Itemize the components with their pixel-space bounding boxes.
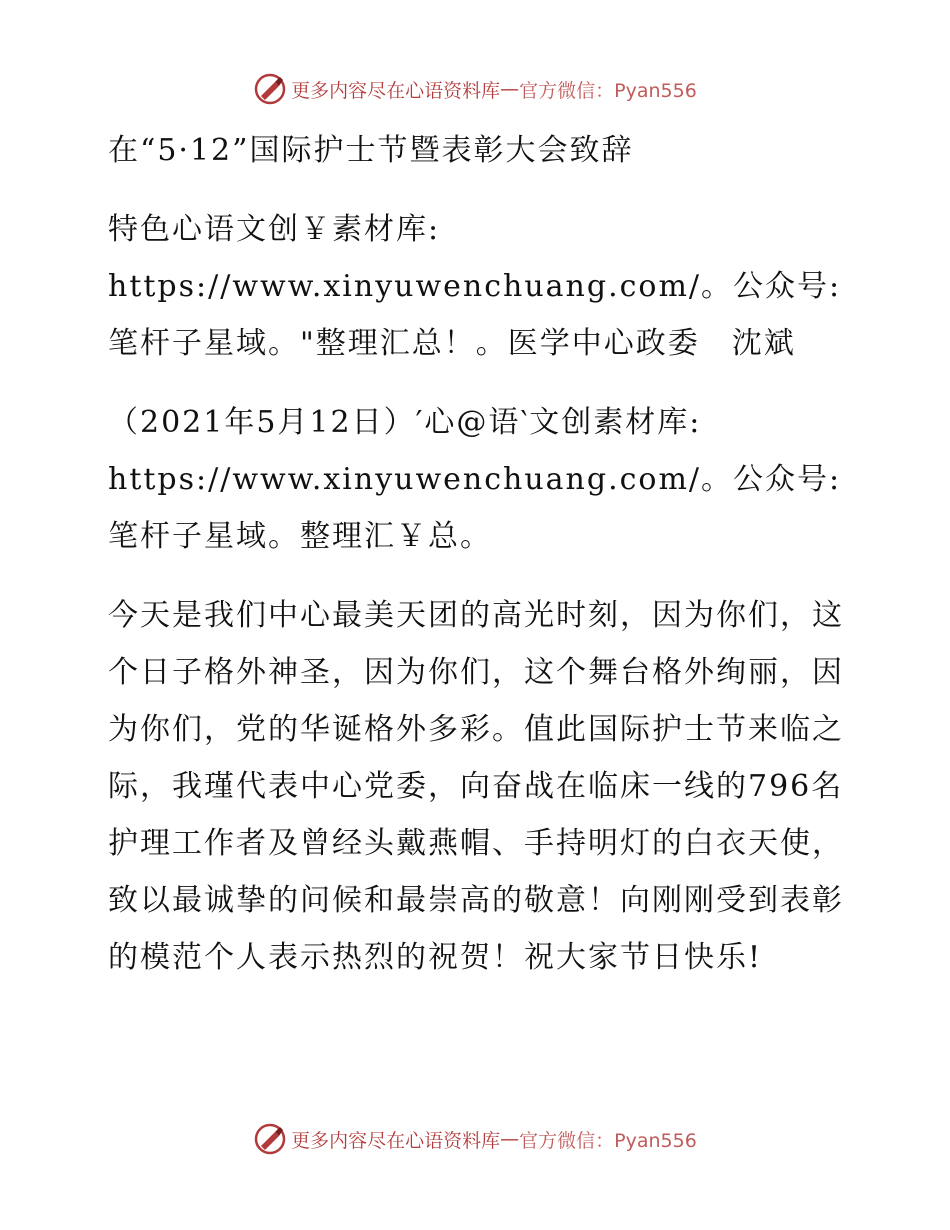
banner-text: 更多内容尽在心语资料库	[291, 1129, 501, 1152]
brand-logo-icon	[253, 72, 287, 106]
body-paragraph: 今天是我们中心最美天团的高光时刻，因为你们，这个日子格外神圣，因为你们，这个舞台格外绚丽，因为你们，党的华诞格外多彩。值此国际护士节来临之际，我瑾代表中心党委，向奋战在临床一线的796名护理工作者及曾经头戴燕帽、手持明灯的白衣天使，致以最诚挚的问候和最崇高的敬意！向刚刚受到表彰的模范个人表示热烈的祝贺！祝大家节日快乐!	[108, 598, 844, 975]
source-block-2: （2021年5月12日）′心@语‵文创素材库: https://www.xinyuwenchuang.com/。公众号: 笔杆子星域。整理汇￥总。	[108, 405, 842, 554]
banner-wechat: 官方微信：Pyan556	[519, 79, 697, 102]
document-body	[98, 122, 858, 986]
footer-banner	[0, 1122, 950, 1156]
banner-wechat: 官方微信：Pyan556	[519, 1129, 697, 1152]
banner-separator: —	[500, 1128, 520, 1150]
banner-text: 更多内容尽在心语资料库	[291, 79, 501, 102]
header-banner	[0, 72, 950, 106]
brand-logo-icon	[253, 1122, 287, 1156]
document-title: 在“5·12”国际护士节暨表彰大会致辞	[108, 133, 634, 168]
banner-separator: —	[500, 78, 520, 100]
source-block-1: 特色心语文创￥素材库: https://www.xinyuwenchuang.com/。公众号: 笔杆子星域。"整理汇总！。医学中心政委 沈斌	[108, 212, 842, 361]
